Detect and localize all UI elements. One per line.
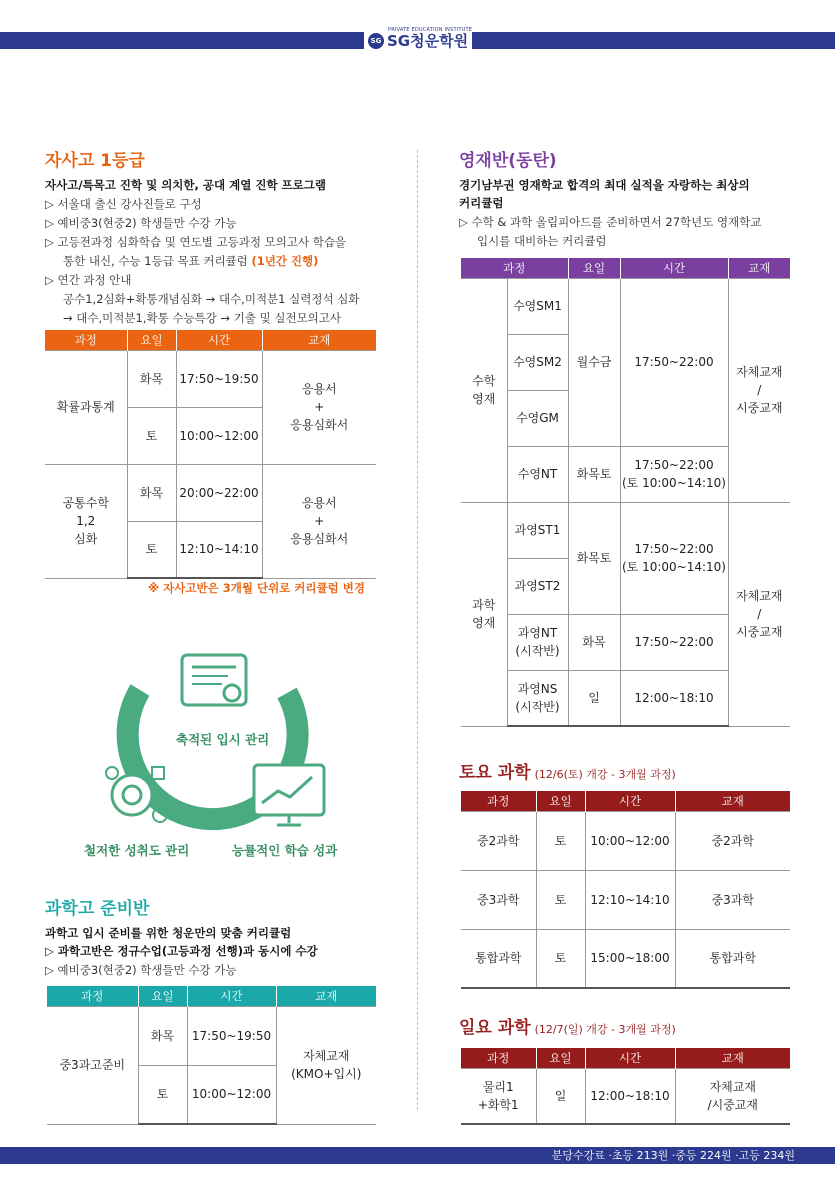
- course-cell: 중3과고준비: [47, 1006, 138, 1124]
- course-cell: 과영ST1: [507, 502, 568, 558]
- col-header: 교재: [728, 258, 790, 278]
- gifted-bullet: 입시를 대비하는 커리큘럼: [477, 234, 607, 248]
- col-header: 요일: [536, 791, 585, 811]
- course-cell: 확률과통계: [45, 350, 127, 464]
- time-cell: 12:10~14:10: [176, 521, 262, 578]
- course-cell: 물리1 +화학1: [461, 1068, 536, 1124]
- cycle-ring-icon: [82, 645, 342, 865]
- sunday-title: 일요 과학 (12/7(일) 개강 - 3개월 과정): [459, 1018, 676, 1038]
- time-cell: 10:00~12:00: [176, 407, 262, 464]
- col-header: 교재: [276, 986, 376, 1006]
- science-high-table: [47, 986, 376, 1125]
- table-row: [461, 1068, 790, 1124]
- col-header: 요일: [138, 986, 187, 1006]
- col-header: 과정: [461, 791, 536, 811]
- management-cycle-graphic: [82, 645, 342, 865]
- time-cell: 17:50~22:00: [620, 278, 728, 446]
- saturday-table: [461, 791, 790, 989]
- course-cell: 과영NT (시작반): [507, 614, 568, 670]
- col-header: 요일: [568, 258, 620, 278]
- logo-text: SG청운학원: [387, 32, 469, 50]
- time-cell: 12:00~18:10: [620, 670, 728, 726]
- certificate-icon: [182, 655, 246, 705]
- gifted-bullet: ▷ 수학 & 과학 올림피아드를 준비하면서 27학년도 영재학교: [459, 215, 762, 229]
- jasago-bullet: ▷ 고등전과정 심화학습 및 연도별 고등과정 모의고사 학습을: [45, 235, 347, 249]
- sunday-table: [461, 1048, 790, 1125]
- book-cell: 자체교재 / 시중교재: [728, 278, 790, 502]
- day-cell: 화목토: [568, 502, 620, 614]
- book-cell: 응용서 + 응용심화서: [262, 464, 376, 578]
- logo-tagline: PRIVATE EDUCATION INSTITUTE: [388, 27, 473, 33]
- course-cell: 수영SM1: [507, 278, 568, 334]
- cycle-center-label: 축적된 입시 관리: [176, 732, 270, 747]
- logo-mark-icon: SG: [368, 33, 384, 49]
- jasago-subhead: 자사고/특목고 진학 및 의치한, 공대 계열 진학 프로그램: [45, 178, 326, 192]
- time-cell: 10:00~12:00: [187, 1065, 276, 1124]
- jasago-note: ※ 자사고반은 3개월 단위로 커리큘럼 변경: [148, 581, 365, 595]
- jasago-highlight: (1년간 진행): [251, 254, 319, 268]
- science-high-bullet: ▷ 예비중3(현중2) 학생들만 수강 가능: [45, 963, 237, 977]
- day-cell: 토: [127, 407, 176, 464]
- col-header: 과정: [461, 258, 568, 278]
- jasago-bullet: → 대수,미적분1,확통 수능특강 → 기출 및 실전모의고사: [63, 311, 342, 325]
- day-cell: 화목: [138, 1006, 187, 1065]
- footer-fee-text: 분당수강료 ·초등 213원 ·중등 224원 ·고등 234원: [551, 1149, 795, 1162]
- book-cell: 자체교재 (KMO+입시): [276, 1006, 376, 1124]
- book-cell: 자체교재 / 시중교재: [728, 502, 790, 726]
- time-cell: 12:00~18:10: [585, 1068, 675, 1124]
- book-cell: 응용서 + 응용심화서: [262, 350, 376, 464]
- time-cell: 17:50~19:50: [187, 1006, 276, 1065]
- col-header: 과정: [47, 986, 138, 1006]
- day-cell: 화목: [127, 464, 176, 521]
- col-header: 시간: [585, 791, 675, 811]
- science-high-subhead: 과학고 입시 준비를 위한 청운만의 맞춤 커리큘럼: [45, 926, 292, 940]
- day-cell: 토: [536, 870, 585, 929]
- cycle-left-label: 철저한 성취도 관리: [84, 843, 190, 858]
- sunday-subtitle: (12/7(일) 개강 - 3개월 과정): [534, 1023, 676, 1036]
- day-cell: 토: [536, 811, 585, 870]
- column-divider: [417, 150, 418, 1110]
- col-header: 교재: [675, 791, 790, 811]
- group-cell: 과학 영재: [461, 502, 507, 726]
- time-cell: 17:50~22:00 (토 10:00~14:10): [620, 446, 728, 502]
- table-row: [461, 870, 790, 929]
- jasago-table: [45, 330, 376, 579]
- gifted-subhead: 경기남부권 영재학교 합격의 최대 실적을 자랑하는 최상의: [459, 178, 750, 192]
- col-header: 시간: [585, 1048, 675, 1068]
- course-cell: 공통수학 1,2 심화: [45, 464, 127, 578]
- jasago-bullet: ▷ 연간 과정 안내: [45, 273, 132, 287]
- time-cell: 10:00~12:00: [585, 811, 675, 870]
- jasago-title: 자사고 1등급: [45, 151, 145, 171]
- gifted-table: [461, 258, 790, 727]
- col-header: 교재: [262, 330, 376, 350]
- course-cell: 과영ST2: [507, 558, 568, 614]
- table-row: [461, 811, 790, 870]
- gifted-subhead: 커리큘럼: [459, 196, 504, 210]
- jasago-bullet: ▷ 예비중3(현중2) 학생들만 수강 가능: [45, 216, 237, 230]
- col-header: 교재: [675, 1048, 790, 1068]
- col-header: 시간: [176, 330, 262, 350]
- day-cell: 토: [127, 521, 176, 578]
- day-cell: 화목토: [568, 446, 620, 502]
- course-cell: 수영GM: [507, 390, 568, 446]
- time-cell: 15:00~18:00: [585, 929, 675, 988]
- jasago-bullet: 공수1,2심화+확통개념심화 → 대수,미적분1 실력정석 심화: [63, 292, 360, 306]
- course-cell: 수영SM2: [507, 334, 568, 390]
- col-header: 과정: [45, 330, 127, 350]
- col-header: 시간: [187, 986, 276, 1006]
- day-cell: 일: [568, 670, 620, 726]
- time-cell: 12:10~14:10: [585, 870, 675, 929]
- saturday-title: 토요 과학 (12/6(토) 개강 - 3개월 과정): [459, 763, 676, 783]
- saturday-subtitle: (12/6(토) 개강 - 3개월 과정): [534, 768, 676, 781]
- time-cell: 17:50~19:50: [176, 350, 262, 407]
- book-cell: 중3과학: [675, 870, 790, 929]
- day-cell: 화목: [568, 614, 620, 670]
- course-cell: 과영NS (시작반): [507, 670, 568, 726]
- course-cell: 통합과학: [461, 929, 536, 988]
- time-cell: 17:50~22:00 (토 10:00~14:10): [620, 502, 728, 614]
- jasago-bullet: ▷ 서울대 출신 강사진들로 구성: [45, 197, 202, 211]
- gifted-title: 영재반(동탄): [459, 151, 557, 171]
- course-cell: 수영NT: [507, 446, 568, 502]
- day-cell: 월수금: [568, 278, 620, 446]
- jasago-bullet-text: 통한 내신, 수능 1등급 목표 커리큘럼: [63, 254, 248, 268]
- science-high-title: 과학고 준비반: [45, 899, 150, 919]
- day-cell: 토: [536, 929, 585, 988]
- time-cell: 17:50~22:00: [620, 614, 728, 670]
- day-cell: 토: [138, 1065, 187, 1124]
- col-header: 과정: [461, 1048, 536, 1068]
- col-header: 요일: [536, 1048, 585, 1068]
- cycle-right-label: 능률적인 학습 성과: [232, 843, 338, 858]
- table-row: [461, 929, 790, 988]
- course-cell: 중3과학: [461, 870, 536, 929]
- time-cell: 20:00~22:00: [176, 464, 262, 521]
- monitor-chart-icon: [254, 765, 324, 825]
- col-header: 요일: [127, 330, 176, 350]
- jasago-bullet: [63, 252, 318, 270]
- group-cell: 수학 영재: [461, 278, 507, 502]
- book-cell: 통합과학: [675, 929, 790, 988]
- book-cell: 중2과학: [675, 811, 790, 870]
- day-cell: 화목: [127, 350, 176, 407]
- col-header: 시간: [620, 258, 728, 278]
- day-cell: 일: [536, 1068, 585, 1124]
- science-high-bullet: ▷ 과학고반은 정규수업(고등과정 선행)과 동시에 수강: [45, 944, 318, 958]
- course-cell: 중2과학: [461, 811, 536, 870]
- book-cell: 자체교재 /시중교재: [675, 1068, 790, 1124]
